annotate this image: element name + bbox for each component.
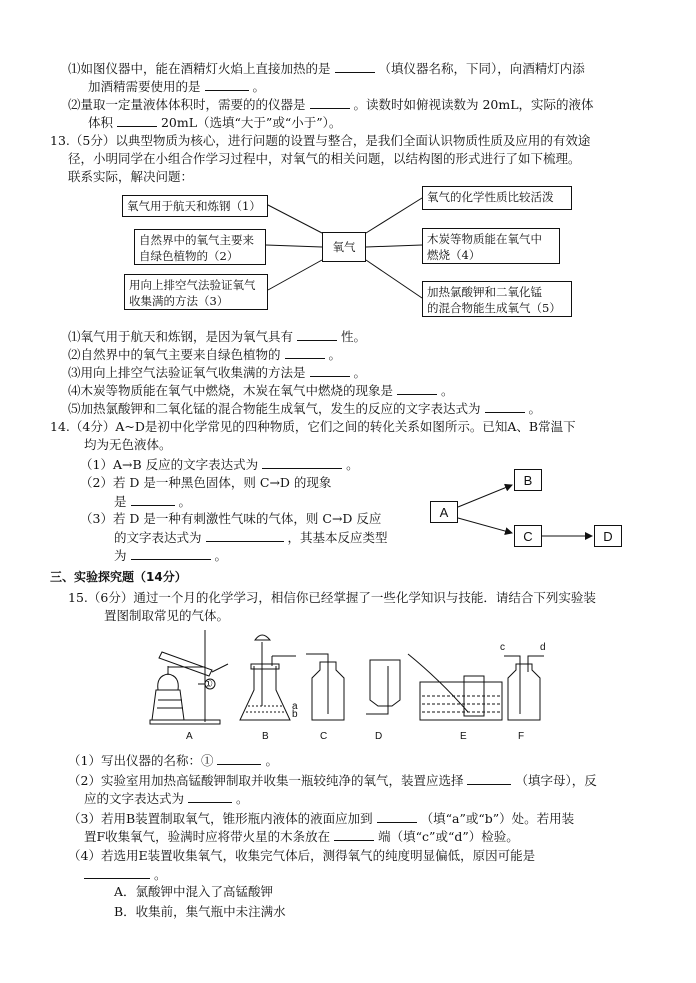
node-d: D <box>594 525 622 547</box>
q14-text: 的文字表达式为 <box>114 530 202 545</box>
q15-text: （填“a”或“b”）处。若用装 <box>420 811 575 826</box>
q14-stem-1: 14.（4分）A~D是初中化学常见的四种物质，它们之间的转化关系如图所示。已知A、B常温下 <box>50 419 576 434</box>
concept-text: 用向上排空气法验证氧气 <box>129 278 256 292</box>
q12-text: 20mL（选填“大于”或“小于”）。 <box>160 115 342 130</box>
q15-text: （3）若用B装置制取氧气，锥形瓶内液体的液面应加到 <box>68 811 373 826</box>
node-c: C <box>514 525 542 547</box>
q15-sub-4: （4）若选用E装置收集氧气，收集完气体后，测得氧气的纯度明显偏低，原因可能是 <box>68 848 536 863</box>
q14-text: ，其基本反应类型 <box>287 530 388 545</box>
q15-sub-2a <box>68 772 597 789</box>
q14-text: （1）A→B 反应的文字表达式为 <box>80 457 259 472</box>
q15-text: 应的文字表达式为 <box>84 791 185 806</box>
q14-text: 为 <box>114 548 127 563</box>
q15-option-a: A．氯酸钾中混入了高锰酸钾 <box>114 884 274 899</box>
concept-text: 燃烧（4） <box>427 248 481 262</box>
q13-text: 。 <box>328 347 341 362</box>
label-e: E <box>460 731 467 742</box>
concept-text: 木炭等物质能在氧气中 <box>427 232 542 246</box>
apparatus-f-drawing <box>504 656 544 720</box>
q12-text: 加酒精需要使用的是 <box>88 79 201 94</box>
q13-text: 。 <box>353 365 366 380</box>
q15-sub-1 <box>68 752 278 769</box>
q15-text: （填字母），反 <box>515 773 597 788</box>
q13-text: ⑶用向上排空气法验证氧气收集满的方法是 <box>68 365 306 380</box>
q13-stem-3: 联系实际，解决问题： <box>68 169 194 184</box>
q15-sub-4-blank <box>84 866 167 883</box>
concept-box-reactive: 氧气的化学性质比较活泼 <box>422 186 572 210</box>
concept-center-oxygen: 氧气 <box>322 232 366 262</box>
answer-blank[interactable] <box>188 790 232 803</box>
node-a: A <box>430 501 458 523</box>
q13-text: ⑸加热氯酸钾和二氧化锰的混合物能生成氧气，发生的反应的文字表达式为 <box>68 401 481 416</box>
q15-stem-2: 置图制取常见的气体。 <box>104 608 230 623</box>
label-d: D <box>375 731 383 742</box>
apparatus-a-drawing <box>150 630 228 724</box>
label-a: A <box>186 731 193 742</box>
q14-text: 。 <box>346 457 359 472</box>
q14-sub-2a: （2）若 D 是一种黑色固体，则 C→D 的现象 <box>80 475 332 490</box>
marker-1: ① <box>204 679 213 690</box>
q14-text: 是 <box>114 494 127 509</box>
q15-text: 端（填“c”或“d”）检验。 <box>378 829 519 844</box>
concept-text: 加热氯酸钾和二氧化锰 <box>427 285 542 299</box>
concept-text: 的混合物能生成氧气（5） <box>427 301 561 315</box>
answer-blank[interactable] <box>217 752 261 765</box>
answer-blank[interactable] <box>377 810 417 823</box>
q13-text: ⑷木炭等物质能在氧气中燃烧，木炭在氧气中燃烧的现象是 <box>68 383 394 398</box>
label-b: B <box>262 731 269 742</box>
q13-stem-2: 径，小明同学在小组合作学习过程中，对氧气的相关问题，以结构图的形式进行了如下梳理。 <box>68 151 581 166</box>
concept-text: 自绿色植物的（2） <box>139 249 239 263</box>
concept-text: 自然界中的氧气主要来 <box>139 233 254 247</box>
apparatus-c-drawing <box>306 654 344 720</box>
apparatus-b-drawing <box>240 635 296 720</box>
answer-blank[interactable] <box>84 866 150 879</box>
q13-text: ⑴氧气用于航天和炼钢，是因为氧气具有 <box>68 329 294 344</box>
q13-text: ⑵自然界中的氧气主要来自绿色植物的 <box>68 347 281 362</box>
q12-text: 。 <box>252 79 265 94</box>
concept-box-aerospace: 氧气用于航天和炼钢（1） <box>122 195 268 217</box>
q15-sub-3b <box>84 828 519 845</box>
q15-text: 置F收集氧气，验满时应将带火星的木条放在 <box>84 829 331 844</box>
apparatus-d-drawing <box>366 660 400 714</box>
q13-text: 性。 <box>340 329 366 344</box>
marker-c: c <box>500 642 505 653</box>
q12-text: ⑴如图仪器中，能在酒精灯火焰上直接加热的是 <box>68 61 331 76</box>
marker-a: a <box>292 701 298 712</box>
q14-text: 。 <box>214 548 227 563</box>
node-b: B <box>514 469 542 491</box>
q15-text: 。 <box>235 791 249 806</box>
q15-text: （2）实验室用加热高锰酸钾制取并收集一瓶较纯净的氧气，装置应选择 <box>68 773 464 788</box>
q15-sub-2b <box>84 790 249 807</box>
q12-text: 体积 <box>88 115 114 130</box>
answer-blank[interactable] <box>334 828 374 841</box>
answer-blank[interactable] <box>467 772 511 785</box>
q14-text: 。 <box>178 494 191 509</box>
q15-text: 。 <box>265 753 278 768</box>
q15-sub-3a <box>68 810 574 827</box>
apparatus-e-drawing <box>408 654 502 720</box>
marker-b: b <box>292 709 298 720</box>
label-c: C <box>320 731 328 742</box>
q12-text: ⑵量取一定量液体体积时，需要的的仪器是 <box>68 97 306 112</box>
q15-text: （1）写出仪器的名称：① <box>68 753 214 768</box>
section-heading: 三、实验探究题（14分） <box>50 570 187 584</box>
label-f: F <box>518 731 525 742</box>
q15-option-b: B．收集前，集气瓶中未注满水 <box>114 904 286 919</box>
q13-stem-1: 13.（5分）以典型物质为核心，进行问题的设置与整合，是我们全面认识物质性质及应用的有效途 <box>50 133 591 148</box>
q13-text: 。 <box>440 383 454 398</box>
marker-d: d <box>540 642 546 653</box>
q13-text: 。 <box>528 401 541 416</box>
concept-text: 收集满的方法（3） <box>129 294 229 308</box>
q12-text: （填仪器名称，下同），向酒精灯内添 <box>378 61 585 76</box>
q15-text: 。 <box>153 867 167 882</box>
q12-text: 。读数时如俯视读数为 20mL，实际的液体 <box>353 97 594 112</box>
q15-stem-1: 15.（6分）通过一个月的化学学习，相信你已经掌握了一些化学知识与技能．请结合下列实验装 <box>68 590 596 605</box>
q14-sub-3a: （3）若 D 是一种有刺激性气味的气体，则 C→D 反应 <box>80 511 382 526</box>
q14-stem-2: 均为无色液体。 <box>84 437 172 452</box>
